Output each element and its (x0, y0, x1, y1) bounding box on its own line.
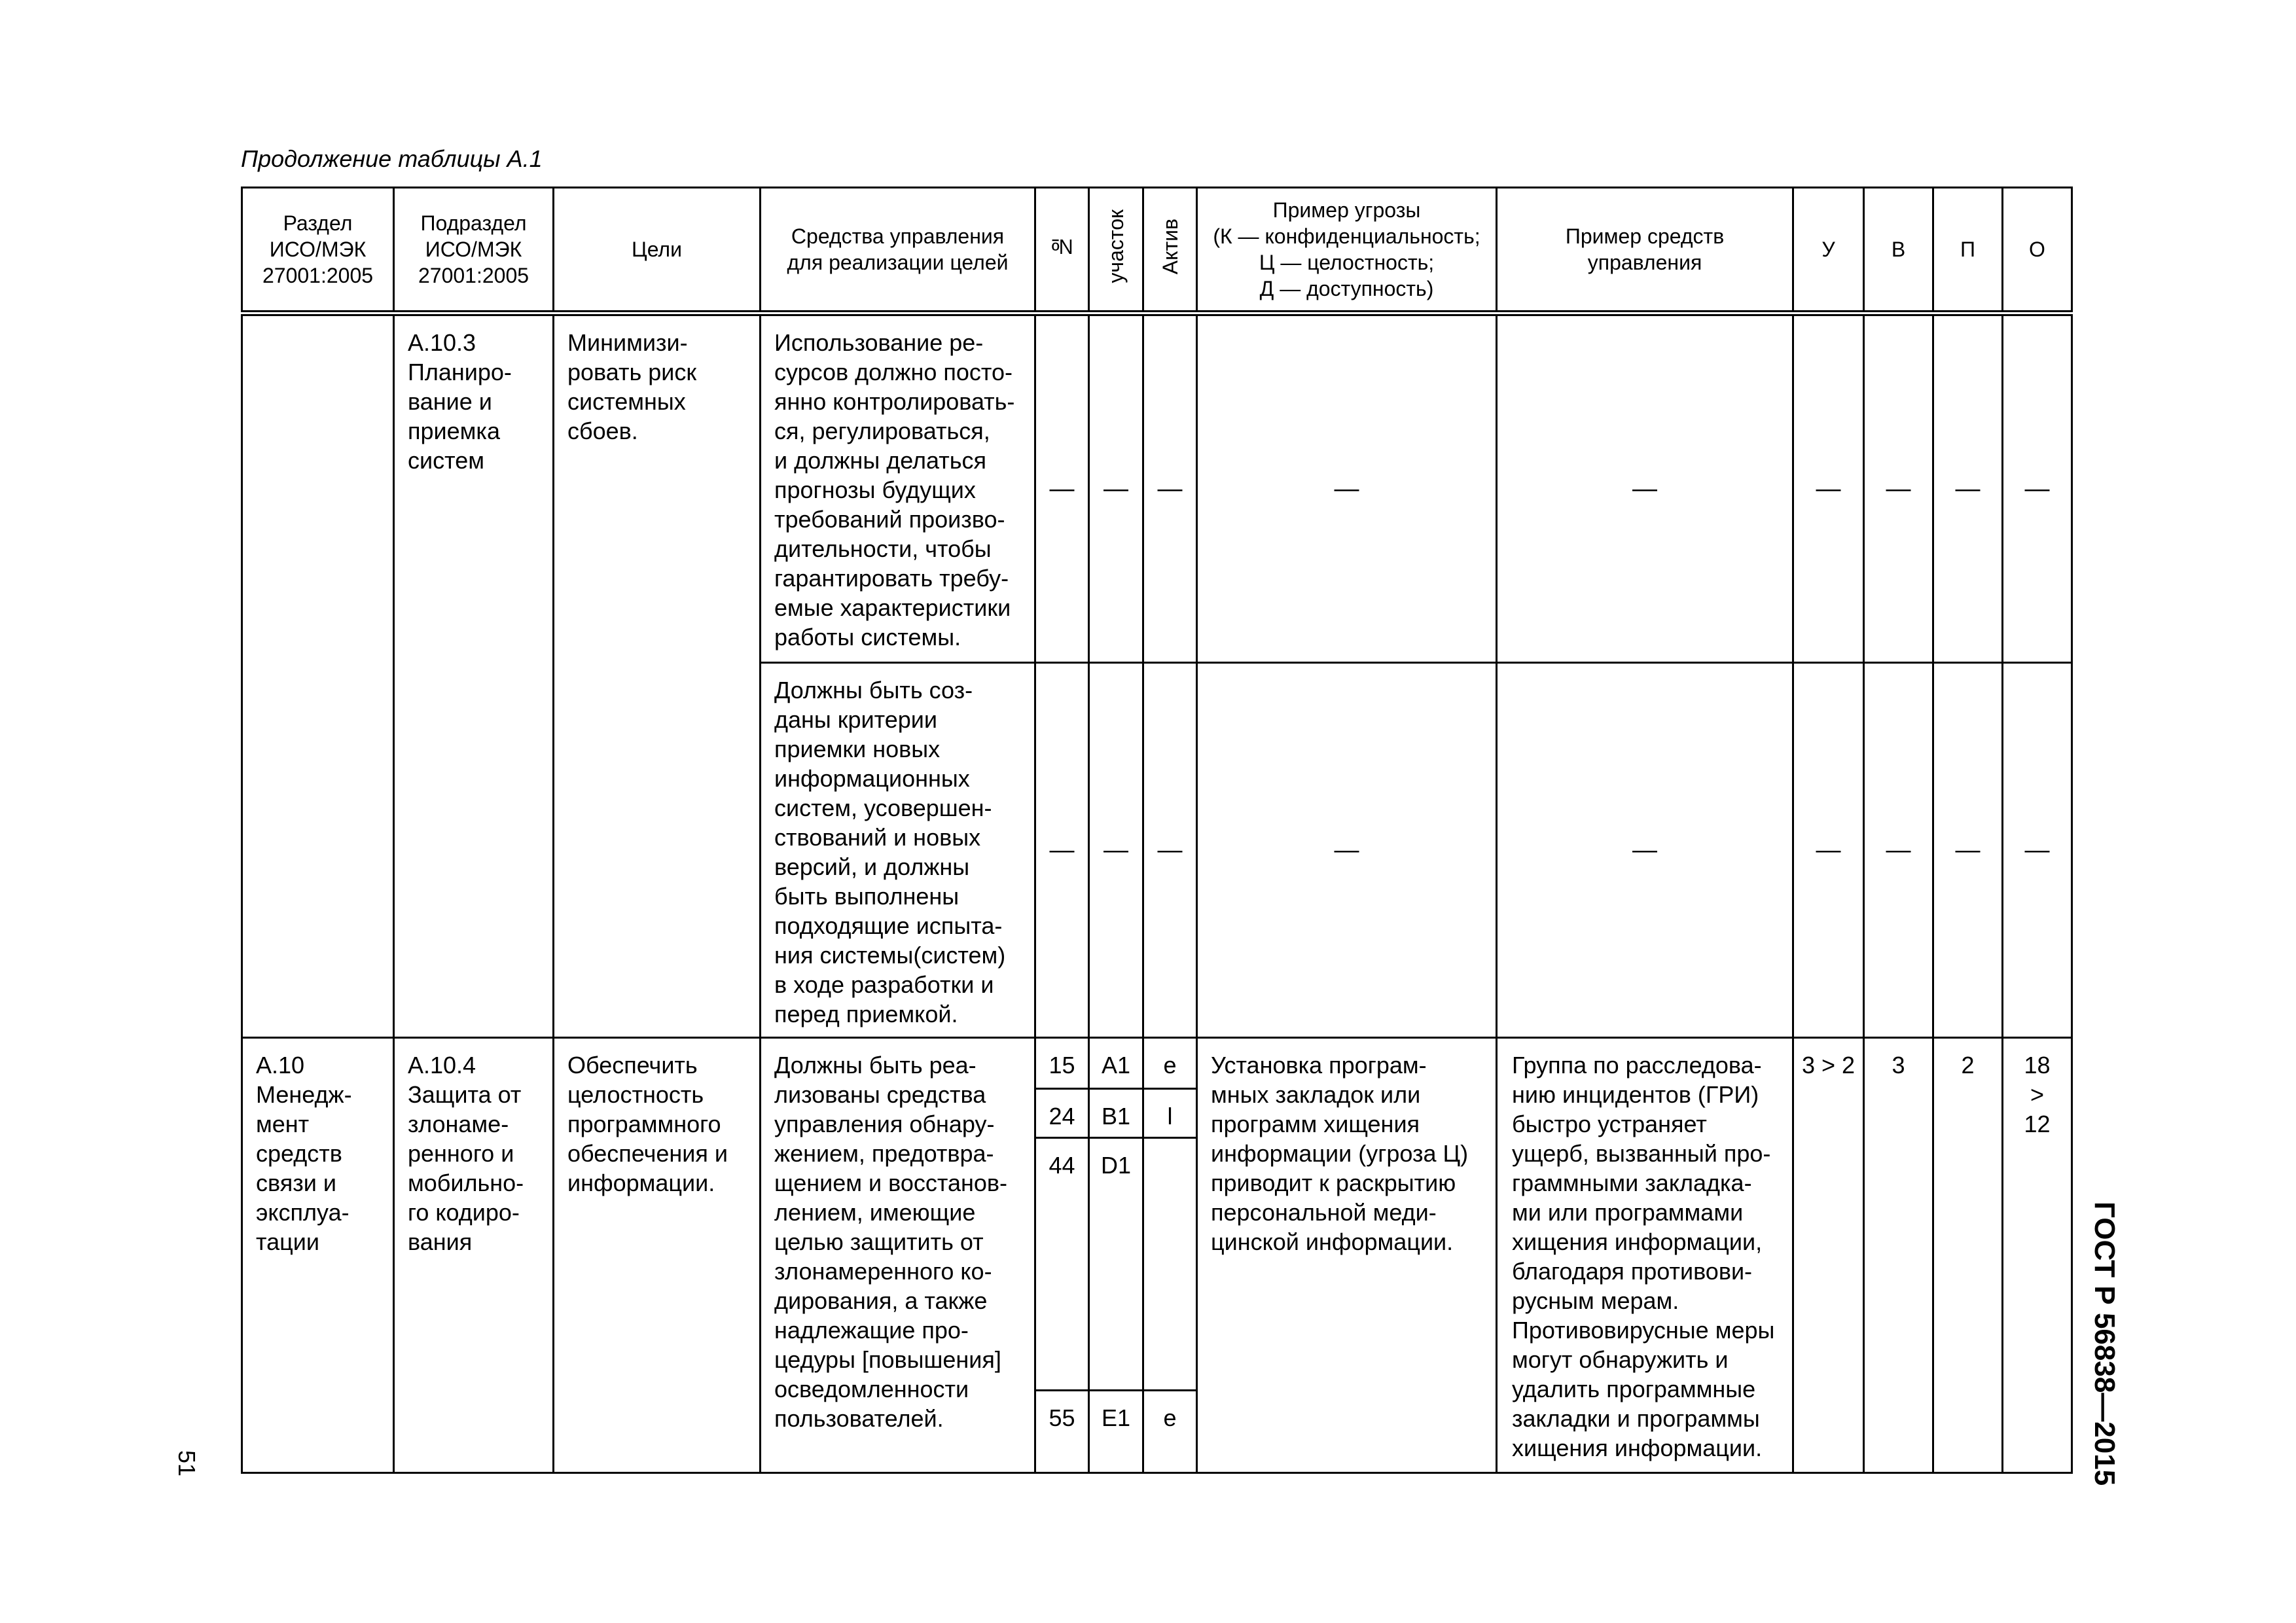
dash: — (1816, 474, 1841, 503)
header-aktiv: Актив (1158, 218, 1182, 275)
cell-num (1035, 663, 1089, 1038)
primer-sredstv-text: Группа по расследова- нию инцидентов (ГРИ) быстро устраняет ущерб, вызванный про- граммными закладка- ми или программами хищения информации, благодаря противови- русным мерам. Противовирусные меры могут обнаружить и удалить программные закладки и программы хищения информации. (1512, 1052, 1775, 1461)
aktiv-item: e (1144, 1039, 1196, 1090)
cell-o (2003, 1038, 2072, 1473)
num-item: 44 (1036, 1139, 1088, 1391)
razdel-text: А.10 Менедж- мент средств связи и эксплуа- тации (256, 1052, 352, 1255)
uchastok-item: B1 (1090, 1090, 1142, 1139)
header-o: О (2003, 188, 2072, 313)
cell-aktiv (1143, 663, 1197, 1038)
dash: — (1632, 474, 1657, 503)
num-list (1036, 1039, 1088, 1472)
cell-sredstva (761, 1038, 1035, 1473)
header-p: П (1933, 188, 2003, 313)
num-item: 24 (1036, 1090, 1088, 1139)
cell-uchastok (1089, 313, 1143, 663)
table-row (242, 1038, 2072, 1473)
dash: — (1103, 474, 1128, 503)
cell-podrazdel (394, 1038, 554, 1473)
uchastok-item: A1 (1090, 1039, 1142, 1090)
celi-text: Минимизи- ровать риск системных сбоев. (567, 329, 697, 444)
cell-u (1793, 313, 1864, 663)
cell-p (1933, 313, 2003, 663)
header-ugroza: Пример угрозы (К — конфиденциальность; Ц — целостность; Д — доступность) (1197, 188, 1497, 313)
cell-num (1035, 1038, 1089, 1473)
header-uchastok: участок (1104, 209, 1128, 283)
p-value: 2 (1961, 1052, 1975, 1079)
cell-celi (554, 1038, 761, 1473)
header-podrazdel: Подраздел ИСО/МЭК 27001:2005 (394, 188, 554, 313)
table-row (242, 313, 2072, 663)
aktiv-item: l (1144, 1090, 1196, 1139)
cell-v (1864, 663, 1933, 1038)
cell-o (2003, 313, 2072, 663)
cell-celi (554, 313, 761, 1038)
header-razdel: Раздел ИСО/МЭК 27001:2005 (242, 188, 394, 313)
cell-u (1793, 1038, 1864, 1473)
dash: — (1886, 836, 1911, 864)
cell-ugroza (1197, 313, 1497, 663)
dash: — (2024, 474, 2050, 503)
dash: — (1955, 474, 1981, 503)
dash: — (1157, 474, 1183, 503)
cell-p (1933, 1038, 2003, 1473)
dash: — (1632, 836, 1657, 864)
dash: — (1049, 474, 1075, 503)
cell-v (1864, 1038, 1933, 1473)
cell-aktiv (1143, 313, 1197, 663)
cell-aktiv (1143, 1038, 1197, 1473)
u-value: 3 > 2 (1801, 1052, 1856, 1079)
cell-ugroza (1197, 663, 1497, 1038)
dash: — (1049, 836, 1075, 864)
cell-sredstva (761, 313, 1035, 663)
cell-u (1793, 663, 1864, 1038)
header-primer-sredstv: Пример средств управления (1497, 188, 1793, 313)
cell-primer (1497, 1038, 1793, 1473)
dash: — (1334, 474, 1359, 503)
sredstva-text: Должны быть соз- даны критерии приемки новых информационных систем, усовершен- ствований и новых версий, и должны быть выполнены подходящие испыта- ния системы(систем) в ходе разработки и перед приемкой. (774, 677, 1006, 1027)
cell-primer (1497, 313, 1793, 663)
cell-ugroza (1197, 1038, 1497, 1473)
header-row (242, 188, 2072, 313)
header-num-cell (1035, 188, 1089, 313)
header-v: В (1864, 188, 1933, 313)
cell-podrazdel (394, 313, 554, 1038)
header-aktiv-cell (1143, 188, 1197, 313)
sredstva-text: Использование ре- сурсов должно посто- янно контролировать- ся, регулироваться, и должны делаться прогнозы будущих требований произво- дительности, чтобы гарантировать требу- емые характеристики работы системы. (774, 329, 1015, 651)
cell-num (1035, 313, 1089, 663)
podrazdel-text: А.10.4 Защита от злонаме- ренного и мобильно- го кодиро- вания (408, 1052, 524, 1255)
dash: — (1157, 836, 1183, 864)
header-num: № (1050, 234, 1074, 259)
dash: — (1886, 474, 1911, 503)
o-value: 18 > 12 (2024, 1052, 2051, 1137)
aktiv-list (1144, 1039, 1196, 1472)
table-caption: Продолжение таблицы А.1 (241, 145, 543, 172)
num-item: 55 (1049, 1404, 1075, 1431)
header-uchastok-cell (1089, 188, 1143, 313)
celi-text: Обеспечить целостность программного обеспечения и информации. (567, 1052, 728, 1196)
ugroza-text: Установка програм- мных закладок или программ хищения информации (угроза Ц) приводит к раскрытию персональной меди- цинской информации. (1211, 1052, 1469, 1255)
cell-o (2003, 663, 2072, 1038)
dash: — (1816, 836, 1841, 864)
header-celi: Цели (554, 188, 761, 313)
num-item: 15 (1036, 1039, 1088, 1090)
aktiv-item (1144, 1139, 1196, 1391)
uchastok-item: E1 (1101, 1404, 1131, 1431)
dash: — (1955, 836, 1981, 864)
v-value: 3 (1892, 1052, 1905, 1079)
podrazdel-text: А.10.3 Планиро- вание и приемка систем (408, 329, 512, 474)
controls-table (241, 187, 2073, 1474)
dash: — (1103, 836, 1128, 864)
cell-v (1864, 313, 1933, 663)
dash: — (2024, 836, 2050, 864)
aktiv-item: e (1163, 1404, 1177, 1431)
cell-sredstva (761, 663, 1035, 1038)
cell-uchastok (1089, 1038, 1143, 1473)
sredstva-text: Должны быть реа- лизованы средства управления обнару- жением, предотвра- щением и восстанов- лением, имеющие целью защитить от злонамеренного ко- дирования, а также надлежащие про- цедуры [повышения] осведомленности пользователей. (774, 1052, 1007, 1432)
cell-primer (1497, 663, 1793, 1038)
cell-uchastok (1089, 663, 1143, 1038)
cell-razdel-empty (242, 313, 394, 1038)
standard-id: ГОСТ Р 56838—2015 (2089, 1202, 2121, 1486)
uchastok-item: D1 (1090, 1139, 1142, 1391)
uchastok-list (1090, 1039, 1142, 1472)
header-u: У (1793, 188, 1864, 313)
dash: — (1334, 836, 1359, 864)
header-sredstva: Средства управления для реализации целей (761, 188, 1035, 313)
page-number: 51 (173, 1450, 200, 1477)
cell-razdel (242, 1038, 394, 1473)
cell-p (1933, 663, 2003, 1038)
